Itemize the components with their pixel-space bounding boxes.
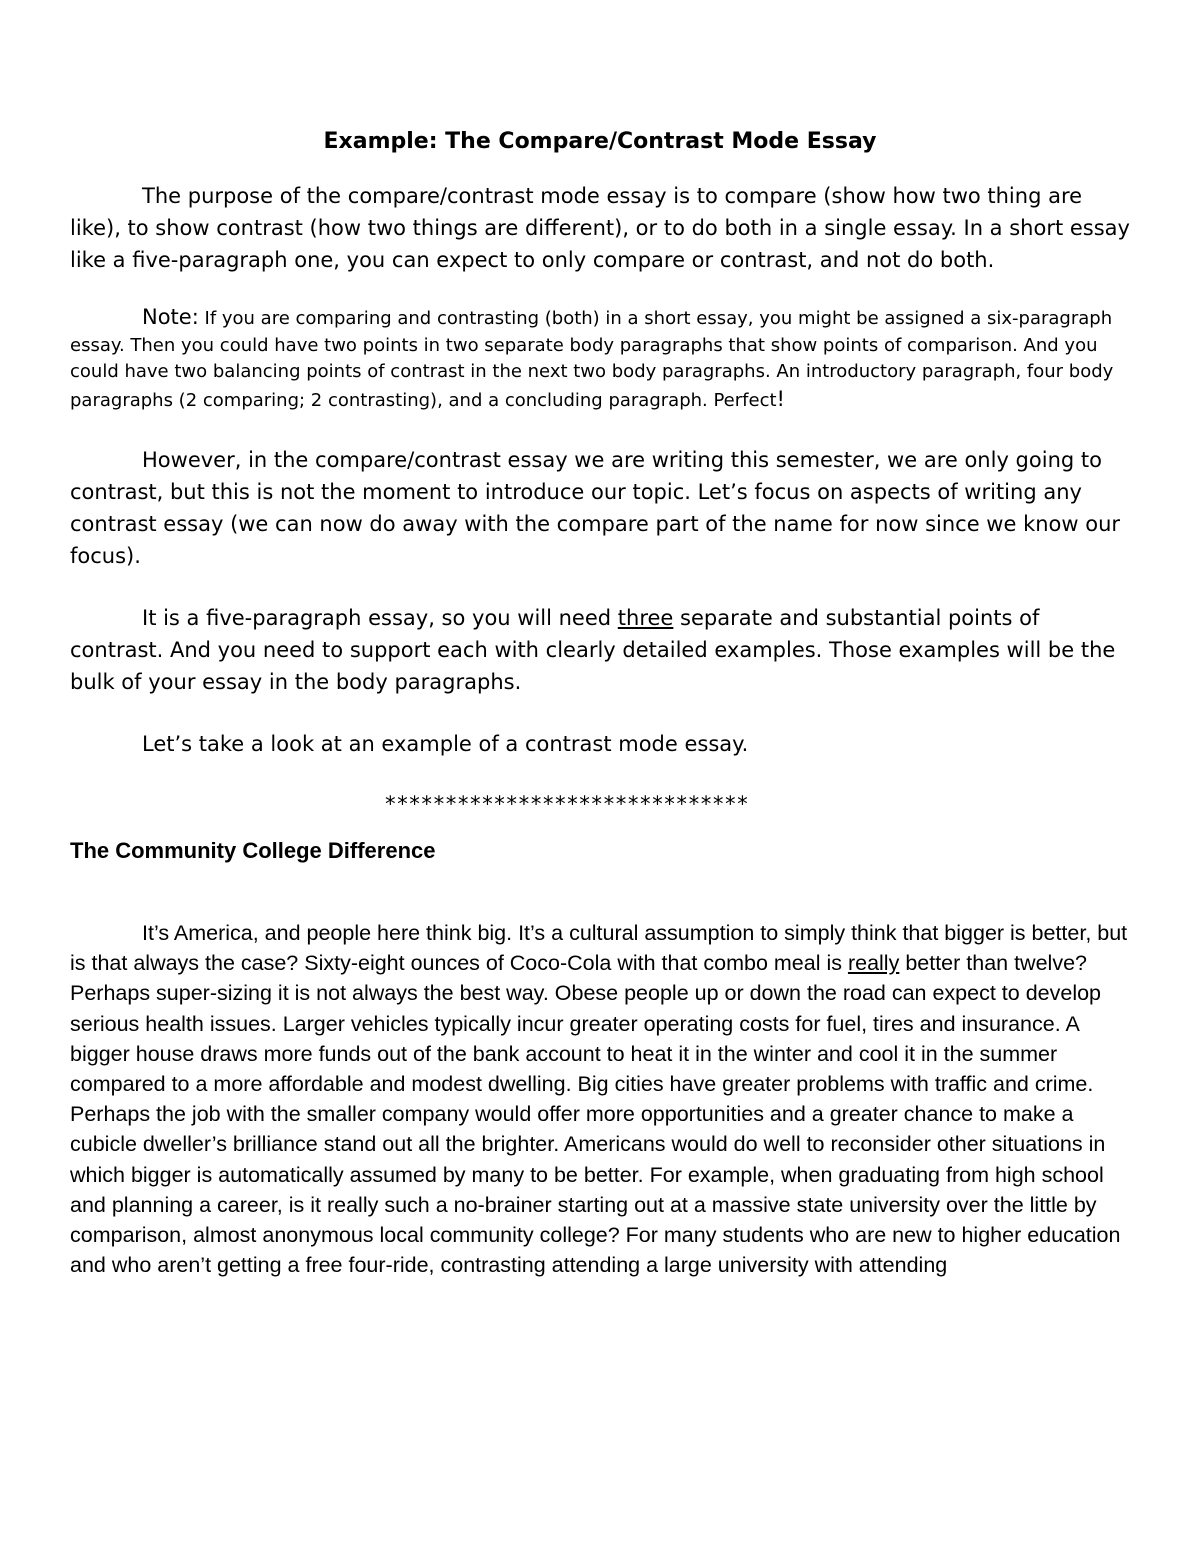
essay-body-paragraph bbox=[70, 918, 1130, 1280]
lets-paragraph: Let’s take a look at an example of a contrast mode essay. bbox=[142, 732, 749, 756]
essay-underlined-word: really bbox=[847, 951, 900, 976]
essay-text-before: It’s America, and people here think big. It’s a cultural assumption to simply think that bigger is better, but is that always the case? Sixty-eight ounces of Coco-Cola with that combo meal is bbox=[70, 921, 1128, 976]
five-paragraph-paragraph bbox=[70, 602, 1130, 698]
document-page bbox=[70, 118, 1130, 1280]
essay-text-after: better than twelve? Perhaps super-sizing it is not always the best way. Obese people up or down the road can expect to develop serious health issues. Larger vehicles typically incur greater operating costs for fuel, tires and insurance. A bigger house draws more funds out of the bank account to heat it in the winter and cool it in the summer compared to a more affordable and modest dwelling. Big cities have greater problems with traffic and crime. Perhaps the job with the smaller company would offer more opportunities and a greater chance to make a cubicle dweller’s brilliance stand out all the brighter. Americans would do well to reconsider other situations in which bigger is automatically assumed by many to be better. For example, when graduating from high school and planning a career, is it really such a no-brainer starting out at a massive state university over the little by comparison, almost anonymous local community college? For many students who are new to higher education and who aren’t getting a free four-ride, contrasting attending a large university with attending bbox=[70, 951, 1121, 1278]
document-title: Example: The Compare/Contrast Mode Essay bbox=[323, 129, 877, 154]
however-paragraph: However, in the compare/contrast essay we are writing this semester, we are only going to contrast, but this is not the moment to introduce our topic. Let’s focus on aspects of writing any contrast essay (we can now do away with the compare part of the name for now since we know our focus). bbox=[70, 448, 1121, 568]
intro-paragraph: The purpose of the compare/contrast mode essay is to compare (show how two thing are like), to show contrast (how two things are different), or to do both in a single essay. In a short essay like a five-paragraph one, you can expect to only compare or contrast, and not do both. bbox=[70, 184, 1130, 272]
five-underlined-word: three bbox=[617, 606, 674, 630]
note-text: If you are comparing and contrasting (both) in a short essay, you might be assigned a six-paragraph essay. Then you could have two points in two separate body paragraphs that show points of comparison. And you could have two balancing points of contrast in the next two body paragraphs. An introductory paragraph, four body paragraphs (2 comparing; 2 contrasting), and a concluding paragraph. Perfect bbox=[70, 308, 1114, 411]
note-paragraph bbox=[70, 304, 1130, 414]
note-lead: Note: bbox=[142, 305, 199, 329]
five-text-after: separate and substantial points of contrast. And you need to support each with clearly detailed examples. Those examples will be the bulk of your essay in the body paragraphs. bbox=[70, 606, 1116, 694]
five-text-before: It is a five-paragraph essay, so you will need bbox=[142, 606, 618, 630]
note-end: ! bbox=[776, 386, 785, 411]
separator-line: ****************************** bbox=[384, 792, 749, 816]
essay-heading: The Community College Difference bbox=[70, 838, 436, 863]
